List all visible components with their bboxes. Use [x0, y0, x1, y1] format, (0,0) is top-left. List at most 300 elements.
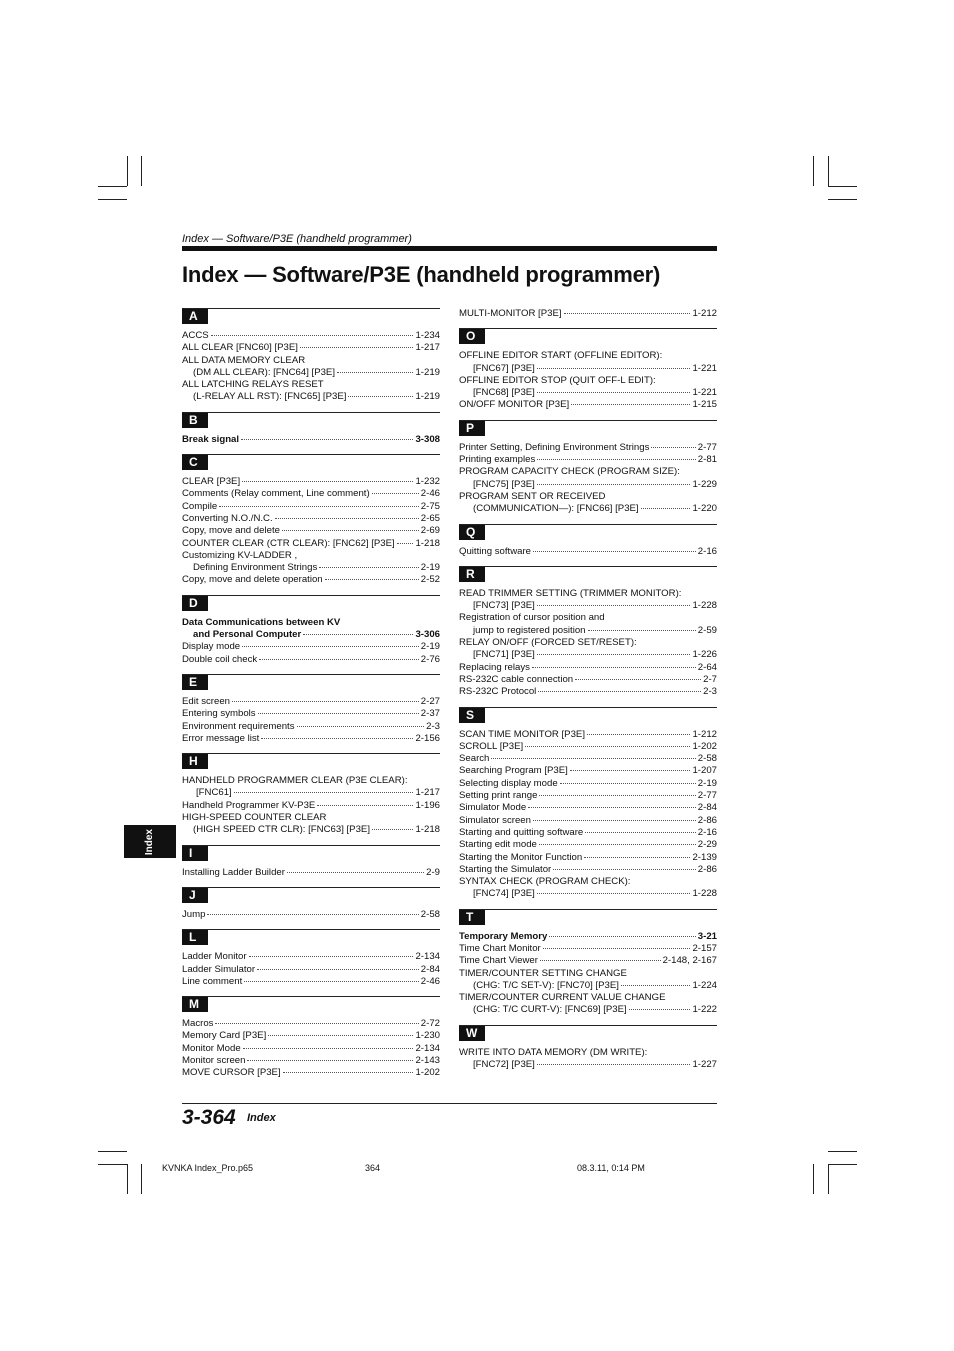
index-page-ref: 2-58 [697, 753, 717, 765]
index-term: [FNC67] [P3E] [473, 362, 535, 374]
index-page-ref: 1-228 [692, 888, 717, 900]
index-section [182, 674, 440, 745]
index-page-ref: 2-148, 2-167 [662, 955, 717, 967]
dot-leader [261, 738, 413, 739]
dot-leader [337, 372, 413, 373]
index-term: Time Chart Viewer [459, 955, 538, 967]
index-page-ref: 2-27 [420, 695, 440, 707]
dot-leader [538, 691, 701, 692]
index-entry [182, 964, 440, 976]
index-term: [FNC74] [P3E] [473, 888, 535, 900]
index-entry [182, 800, 440, 812]
index-section [459, 1025, 717, 1072]
dot-leader [207, 914, 418, 915]
index-entry [182, 733, 440, 745]
index-section [182, 845, 440, 879]
section-letter: P [459, 421, 485, 436]
index-section [459, 909, 717, 1017]
index-entry [459, 600, 717, 612]
dot-leader [525, 746, 690, 747]
entry-list [182, 909, 440, 921]
dot-leader [543, 948, 691, 949]
crop-mark [98, 199, 127, 200]
dot-leader [243, 1048, 414, 1049]
file-name: KVNKA Index_Pro.p65 [162, 1163, 254, 1173]
index-term: Memory Card [P3E] [182, 1030, 267, 1042]
section-letter: L [182, 930, 208, 945]
index-page-ref: 2-69 [420, 525, 440, 537]
index-term: Replacing relays [459, 661, 530, 673]
dot-leader [242, 646, 419, 647]
index-term: SYNTAX CHECK (PROGRAM CHECK): [459, 876, 631, 888]
index-page-ref: 1-218 [415, 537, 440, 549]
index-term: Compile [182, 500, 218, 512]
crop-mark [98, 186, 127, 187]
crop-mark [127, 156, 128, 186]
dot-leader [629, 1009, 691, 1010]
index-term: HIGH-SPEED COUNTER CLEAR [182, 812, 327, 824]
index-page-ref: 3-21 [697, 930, 717, 942]
index-term: TIMER/COUNTER CURRENT VALUE CHANGE [459, 992, 666, 1004]
crop-mark [141, 156, 142, 186]
index-term: Ladder Simulator [182, 963, 256, 975]
index-entry [459, 1004, 717, 1016]
index-entry [182, 951, 440, 963]
index-term: Copy, move and delete operation [182, 574, 323, 586]
index-section [182, 454, 440, 587]
index-page-ref: 2-37 [420, 708, 440, 720]
index-entry [459, 943, 717, 955]
right-top-entries [459, 308, 717, 320]
index-section [459, 420, 717, 516]
index-term: TIMER/COUNTER SETTING CHANGE [459, 967, 627, 979]
index-term: Macros [182, 1018, 214, 1030]
section-letter: E [182, 675, 208, 690]
index-term: Setting print range [459, 790, 538, 802]
index-term: Display mode [182, 641, 241, 653]
index-page-ref: 2-75 [420, 500, 440, 512]
index-page-ref: 2-77 [697, 441, 717, 453]
index-entry [182, 550, 440, 562]
entry-list [182, 867, 440, 879]
index-page-ref: 2-59 [697, 624, 717, 636]
index-page-ref: 1-212 [692, 728, 717, 740]
index-term: Printing examples [459, 454, 536, 466]
index-page-ref: 1-229 [692, 478, 717, 490]
index-term: [FNC71] [P3E] [473, 649, 535, 661]
index-entry [459, 864, 717, 876]
index-term: RS-232C cable connection [459, 673, 574, 685]
index-term: Environment requirements [182, 720, 295, 732]
dot-leader [303, 634, 413, 635]
index-term: [FNC73] [P3E] [473, 600, 535, 612]
index-page-ref: 1-222 [692, 1004, 717, 1016]
index-term: Starting edit mode [459, 839, 537, 851]
index-term: [FNC61] [196, 787, 232, 799]
entry-list [459, 729, 717, 901]
index-term: SCROLL [P3E] [459, 740, 524, 752]
index-entry [182, 488, 440, 500]
index-page-ref: 1-227 [692, 1059, 717, 1071]
index-entry [459, 955, 717, 967]
crop-mark [828, 156, 829, 186]
page-title: Index — Software/P3E (handheld programmer) [182, 262, 661, 287]
index-page-ref: 2-7 [703, 673, 717, 685]
index-term: Simulator screen [459, 814, 531, 826]
index-page-ref: 1-220 [692, 503, 717, 515]
index-entry [182, 330, 440, 342]
index-entry [459, 662, 717, 674]
index-term: Simulator Mode [459, 802, 527, 814]
index-term: Monitor Mode [182, 1042, 241, 1054]
entry-list [182, 696, 440, 745]
dot-leader [528, 807, 696, 808]
index-page-ref: 2-156 [415, 732, 440, 744]
index-entry [459, 980, 717, 992]
index-page-ref: 2-3 [426, 720, 440, 732]
index-entry [182, 379, 440, 391]
index-term: WRITE INTO DATA MEMORY (DM WRITE): [459, 1046, 648, 1058]
dot-leader [241, 439, 413, 440]
dot-leader [641, 508, 691, 509]
index-term: Line comment [182, 975, 243, 987]
index-page-ref: 1-234 [415, 330, 440, 341]
index-section [182, 929, 440, 988]
timestamp: 08.3.11, 0:14 PM [577, 1163, 645, 1173]
index-term: Converting N.O./N.C. [182, 512, 273, 524]
index-entry [182, 787, 440, 799]
index-term: Handheld Programmer KV-P3E [182, 799, 316, 811]
index-page-ref: 1-202 [692, 740, 717, 752]
index-entry [182, 525, 440, 537]
dot-leader [282, 530, 419, 531]
index-page-ref: 1-196 [415, 799, 440, 811]
index-term: (HIGH SPEED CTR CLR): [FNC63] [P3E] [193, 824, 370, 836]
index-term: Monitor screen [182, 1054, 246, 1066]
index-page-ref: 1-221 [692, 362, 717, 374]
index-entry [459, 815, 717, 827]
dot-leader [532, 667, 696, 668]
index-entry [182, 1030, 440, 1042]
section-letter: D [182, 596, 208, 611]
index-section [182, 996, 440, 1079]
index-section [459, 524, 717, 558]
index-page-ref: 2-143 [415, 1054, 440, 1066]
dot-leader [215, 1023, 418, 1024]
left-column [182, 308, 440, 1080]
index-term: ALL DATA MEMORY CLEAR [182, 354, 306, 366]
dot-leader [564, 313, 691, 314]
index-term: Entering symbols [182, 708, 256, 720]
index-entry [459, 612, 717, 624]
index-page-ref: 2-86 [697, 863, 717, 875]
section-letter: R [459, 567, 485, 582]
crop-mark [98, 1151, 127, 1152]
index-term: ALL CLEAR [FNC60] [P3E] [182, 342, 298, 354]
dot-leader [560, 783, 696, 784]
index-term: Search [459, 753, 490, 765]
index-entry [182, 476, 440, 488]
index-term: Searching Program [P3E] [459, 765, 568, 777]
dot-leader [491, 758, 695, 759]
dot-leader [537, 654, 691, 655]
dot-leader [247, 1060, 413, 1061]
entry-list [182, 775, 440, 836]
index-term: Starting the Monitor Function [459, 851, 583, 863]
index-entry [459, 778, 717, 790]
index-term: Break signal [182, 433, 240, 445]
index-page-ref: 2-72 [420, 1018, 440, 1030]
dot-leader [244, 981, 419, 982]
dot-leader [232, 701, 419, 702]
index-term: Comments (Relay comment, Line comment) [182, 488, 370, 500]
dot-leader [588, 630, 696, 631]
index-page-ref: 2-16 [697, 826, 717, 838]
header-rule [182, 246, 717, 251]
dot-leader [259, 659, 419, 660]
index-page-ref: 1-228 [692, 600, 717, 612]
page-label: Index [247, 1112, 276, 1124]
index-entry [459, 308, 717, 320]
running-header: Index — Software/P3E (handheld programmer) [182, 233, 412, 245]
index-entry [182, 629, 440, 641]
index-entry [182, 909, 440, 921]
index-term: PROGRAM SENT OR RECEIVED [459, 490, 606, 502]
index-page-ref: 1-230 [415, 1030, 440, 1042]
index-entry [182, 1018, 440, 1030]
dot-leader [540, 960, 661, 961]
index-term: OFFLINE EDITOR STOP (QUIT OFF-L EDIT): [459, 374, 656, 386]
dot-leader [211, 335, 414, 336]
index-term: ALL LATCHING RELAYS RESET [182, 379, 324, 391]
index-entry [182, 538, 440, 550]
index-page-ref: 1-221 [692, 387, 717, 399]
index-page-ref: 2-19 [420, 641, 440, 653]
index-entry [182, 501, 440, 513]
index-page-ref: 2-86 [697, 814, 717, 826]
dot-leader [549, 936, 695, 937]
dot-leader [537, 1064, 691, 1065]
index-entry [182, 721, 440, 733]
index-term: (CHG: T/C CURT-V): [FNC69] [P3E] [473, 1004, 627, 1016]
index-entry [459, 399, 717, 411]
index-entry [182, 1043, 440, 1055]
index-page-ref: 1-219 [415, 366, 440, 378]
crop-mark [98, 1164, 127, 1165]
dot-leader [533, 551, 696, 552]
index-entry [459, 387, 717, 399]
index-section [182, 595, 440, 666]
index-entry [182, 775, 440, 787]
dot-leader [300, 347, 414, 348]
index-entry [182, 708, 440, 720]
index-section [459, 707, 717, 901]
index-page-ref: 1-219 [415, 391, 440, 403]
index-page-ref: 1-212 [692, 308, 717, 319]
entry-list [182, 434, 440, 446]
index-section [182, 887, 440, 921]
index-page-ref: 2-52 [420, 574, 440, 586]
dot-leader [537, 484, 691, 485]
index-page-ref: 2-134 [415, 1042, 440, 1054]
crop-mark [141, 1164, 142, 1194]
index-entry [459, 503, 717, 515]
index-page-ref: 1-217 [415, 787, 440, 799]
index-entry [459, 992, 717, 1004]
index-term: ON/OFF MONITOR [P3E] [459, 399, 570, 411]
index-page-ref: 3-306 [415, 629, 440, 641]
dot-leader [283, 1072, 414, 1073]
index-entry [459, 466, 717, 478]
index-term: (CHG: T/C SET-V): [FNC70] [P3E] [473, 979, 619, 991]
index-entry [459, 968, 717, 980]
index-page-ref: 2-139 [692, 851, 717, 863]
index-page-ref: 1-226 [692, 649, 717, 661]
index-entry [459, 802, 717, 814]
index-term: Defining Environment Strings [193, 562, 318, 574]
entry-list [459, 546, 717, 558]
crop-mark [813, 1164, 814, 1194]
index-term: RELAY ON/OFF (FORCED SET/RESET): [459, 637, 637, 649]
index-entry [459, 350, 717, 362]
index-entry [182, 391, 440, 403]
index-entry [182, 617, 440, 629]
index-entry [459, 839, 717, 851]
dot-leader [219, 506, 419, 507]
index-term: Jump [182, 908, 206, 920]
index-entry [459, 649, 717, 661]
index-entry [459, 637, 717, 649]
section-letter: O [459, 329, 485, 344]
section-letter: B [182, 413, 208, 428]
index-entry [459, 546, 717, 558]
entry-list [459, 1047, 717, 1072]
index-page-ref: 1-215 [692, 399, 717, 411]
dot-leader [317, 805, 413, 806]
dot-leader [621, 985, 691, 986]
index-page-ref: 2-29 [697, 839, 717, 851]
index-term: READ TRIMMER SETTING (TRIMMER MONITOR): [459, 587, 682, 599]
section-letter: Q [459, 525, 485, 540]
index-entry [459, 625, 717, 637]
index-term: OFFLINE EDITOR START (OFFLINE EDITOR): [459, 350, 663, 362]
index-page-ref: 2-58 [420, 908, 440, 920]
index-term: [FNC75] [P3E] [473, 478, 535, 490]
index-term: ACCS [182, 330, 209, 341]
dot-leader [257, 969, 419, 970]
dot-leader [234, 792, 414, 793]
index-term: Starting and quitting software [459, 826, 584, 838]
dot-leader [651, 447, 695, 448]
dot-leader [348, 396, 413, 397]
side-tab [124, 825, 176, 858]
entry-list [182, 951, 440, 988]
entry-list [459, 931, 717, 1017]
entry-list [182, 617, 440, 666]
index-entry [459, 674, 717, 686]
dot-leader [397, 543, 414, 544]
dot-leader [249, 956, 414, 957]
dot-leader [287, 872, 424, 873]
index-entry [182, 513, 440, 525]
index-entry [459, 442, 717, 454]
index-term: Temporary Memory [459, 930, 548, 942]
index-section [459, 328, 717, 411]
crop-mark [828, 199, 857, 200]
index-entry [182, 641, 440, 653]
index-term: Copy, move and delete [182, 525, 280, 537]
dot-leader [584, 857, 690, 858]
index-term: COUNTER CLEAR (CTR CLEAR): [FNC62] [P3E] [182, 537, 395, 549]
index-term: CLEAR [P3E] [182, 476, 241, 488]
index-term: Registration of cursor position and [459, 612, 605, 624]
dot-leader [537, 368, 691, 369]
index-page-ref: 2-76 [420, 653, 440, 665]
index-entry [182, 654, 440, 666]
index-term: MULTI-MONITOR [P3E] [459, 308, 562, 319]
index-entry [459, 753, 717, 765]
dot-leader [537, 605, 691, 606]
index-entry [182, 867, 440, 879]
index-entry [459, 765, 717, 777]
section-letter: H [182, 754, 208, 769]
index-entry [182, 562, 440, 574]
index-page-ref: 2-134 [415, 951, 440, 963]
index-entry [459, 852, 717, 864]
index-term: (COMMUNICATION—): [FNC66] [P3E] [473, 503, 639, 515]
index-entry [459, 888, 717, 900]
section-letter: T [459, 910, 485, 925]
index-page-ref: 2-9 [426, 866, 440, 878]
index-term: Installing Ladder Builder [182, 866, 285, 878]
page-number: 3-364 [182, 1106, 236, 1129]
section-letter: C [182, 455, 208, 470]
entry-list [459, 588, 717, 699]
index-page-ref: 2-64 [697, 661, 717, 673]
index-page-ref: 2-19 [420, 562, 440, 574]
index-page-ref: 2-81 [697, 454, 717, 466]
index-entry [459, 827, 717, 839]
index-term: Printer Setting, Defining Environment Strings [459, 441, 650, 453]
entry-list [182, 330, 440, 404]
index-term: Quitting software [459, 545, 531, 557]
index-entry [459, 454, 717, 466]
footer-rule [182, 1103, 717, 1104]
section-letter: S [459, 708, 485, 723]
index-entry [182, 696, 440, 708]
index-term: Customizing KV-LADDER , [182, 549, 298, 561]
index-entry [459, 588, 717, 600]
index-page-ref: 2-157 [692, 942, 717, 954]
dot-leader [297, 726, 425, 727]
index-term: (DM ALL CLEAR): [FNC64] [P3E] [193, 366, 335, 378]
index-entry [182, 976, 440, 988]
index-page-ref: 3-308 [415, 433, 440, 445]
index-entry [459, 1059, 717, 1071]
index-page-ref: 2-16 [697, 545, 717, 557]
dot-leader [372, 493, 419, 494]
index-page-ref: 1-218 [415, 824, 440, 836]
index-entry [182, 342, 440, 354]
crop-mark [828, 1164, 829, 1194]
index-term: [FNC68] [P3E] [473, 387, 535, 399]
entry-list [459, 442, 717, 516]
dot-leader [571, 404, 690, 405]
index-entry [182, 574, 440, 586]
entry-list [182, 476, 440, 587]
index-page-ref: 2-3 [703, 686, 717, 698]
index-entry [459, 375, 717, 387]
